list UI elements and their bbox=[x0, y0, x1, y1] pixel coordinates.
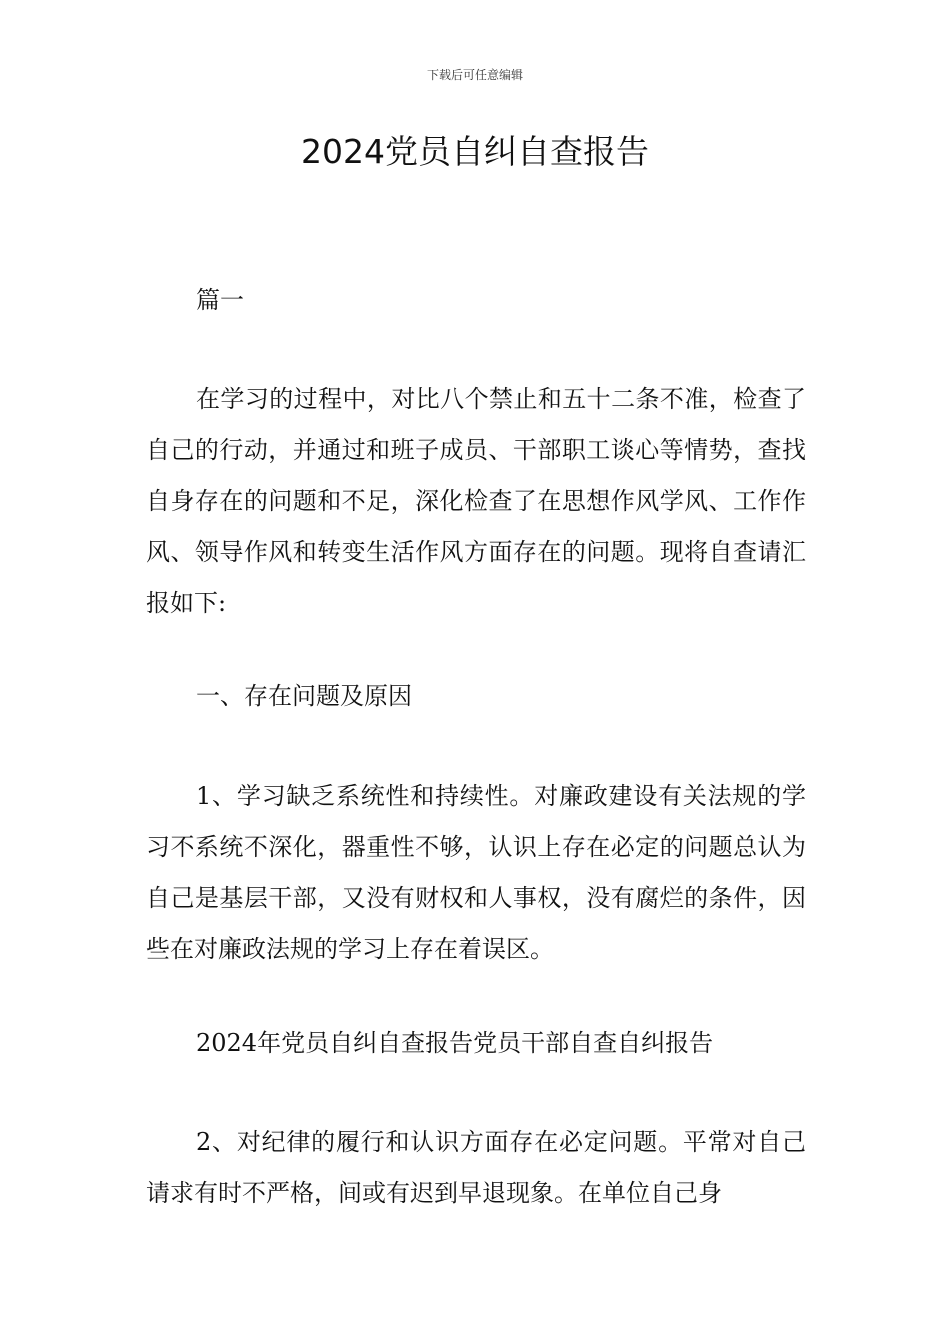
section-heading-problems: 一、存在问题及原因 bbox=[196, 682, 412, 710]
document-title: 2024党员自纠自查报告 bbox=[301, 132, 649, 171]
header-note: 下载后可任意编辑 bbox=[426, 68, 523, 82]
intro-paragraph: 在学习的过程中，对比八个禁止和五十二条不准，检查了自己的行动，并通过和班子成员、干部职工谈心等情势，查找自身存在的问题和不足，深化检查了在思想作风学风、工作作风、领导作风和转变生活作风方面存在的问题。现将自查请汇报如下: bbox=[146, 385, 806, 617]
paragraph-item-1: 1、学习缺乏系统性和持续性。对廉政建设有关法规的学习不系统不深化，器重性不够，认识上存在必定的问题总认为自己是基层干部，又没有财权和人事权，没有腐烂的条件，因些在对廉政法规的学习上存在着误区。 bbox=[146, 782, 806, 963]
inline-subtitle: 2024年党员自纠自查报告党员干部自查自纠报告 bbox=[196, 1029, 714, 1057]
section-label: 篇一 bbox=[196, 286, 244, 314]
paragraph-item-2: 2、对纪律的履行和认识方面存在必定问题。平常对自己请求有时不严格，间或有迟到早退现象。在单位自己身 bbox=[146, 1128, 806, 1207]
